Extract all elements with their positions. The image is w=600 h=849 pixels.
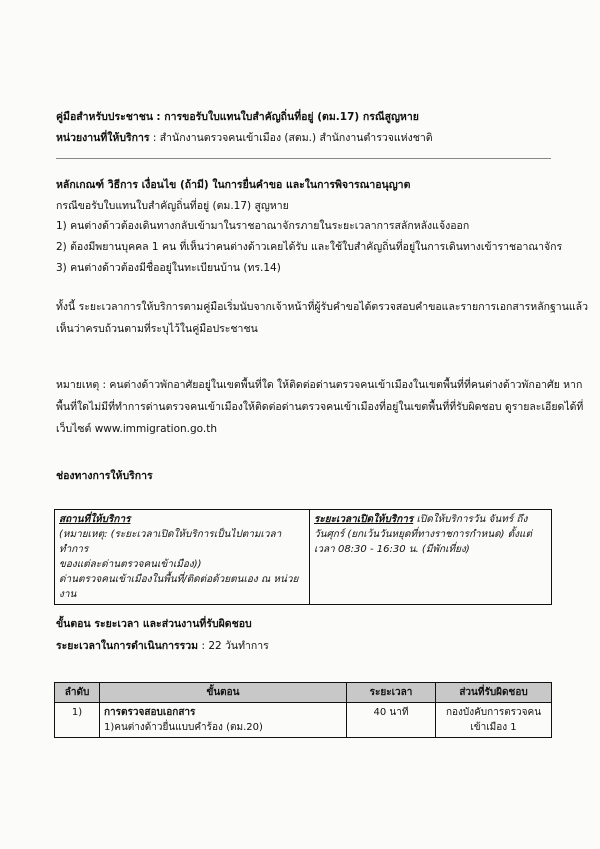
service-place-cell	[55, 510, 310, 605]
service-hours-line-3: เวลา 08:30 - 16:30 น. (มีพักเที่ยง)	[314, 544, 470, 555]
service-time-paragraph-line-2: เห็นว่าครบถ้วนตามที่ระบุไว้ในคู่มือประชาชน	[56, 323, 258, 335]
agency-label: หน่วยงานที่ให้บริการ	[56, 132, 150, 144]
service-channel-row	[55, 510, 552, 605]
service-place-note-1: (หมายเหตุ: (ระยะเวลาเปิดให้บริการเป็นไปตามเวลาทำการ	[59, 529, 282, 555]
agency-value: : สำนักงานตรวจคนเข้าเมือง (สตม.) สำนักงานตำรวจแห่งชาติ	[152, 132, 433, 144]
service-hours-cell	[310, 510, 552, 605]
note-line-1: หมายเหตุ : คนต่างด้าวพักอาศัยอยู่ในเขตพื้นที่ใด ให้ติดต่อด่านตรวจคนเข้าเมืองในเขตพื้นที่ที่คนต่างด้าวพักอาศัย หาก	[56, 379, 583, 391]
manual-title-label: คู่มือสำหรับประชาชน	[56, 111, 154, 123]
service-channel-table	[54, 509, 552, 605]
manual-title	[56, 110, 419, 124]
steps-header-row	[55, 683, 552, 703]
total-duration-value: : 22 วันทำการ	[201, 640, 269, 652]
steps-heading: ขั้นตอน ระยะเวลา และส่วนงานที่รับผิดชอบ	[56, 618, 252, 630]
service-place-detail: ด่านตรวจคนเข้าเมืองในพื้นที่/ติดต่อด้วยตนเอง ณ หน่วยงาน	[59, 574, 299, 600]
col-header-order: ลำดับ	[55, 683, 100, 703]
service-time-paragraph-line-1: ทั้งนี้ ระยะเวลาการให้บริการตามคู่มือเริ่มนับจากเจ้าหน้าที่ผู้รับคำขอได้ตรวจสอบคำขอและรายการเอกสารหลักฐานแล้ว	[56, 301, 588, 313]
service-place-note-2: ของแต่ละด่านตรวจคนเข้าเมือง))	[59, 559, 202, 570]
step-description	[100, 703, 347, 738]
col-header-duration: ระยะเวลา	[347, 683, 436, 703]
manual-title-value: : การขอรับใบแทนใบสำคัญถิ่นที่อยู่ (ตม.17) กรณีสูญหาย	[156, 111, 419, 123]
channels-heading: ช่องทางการให้บริการ	[56, 470, 153, 482]
step-order: 1)	[55, 703, 100, 738]
col-header-department: ส่วนที่รับผิดชอบ	[436, 683, 552, 703]
service-hours-line-2: วันศุกร์ (ยกเว้นวันหยุดที่ทางราชการกำหนด) ตั้งแต่	[314, 529, 532, 540]
note-line-2: พื้นที่ใดไม่มีที่ทำการด่านตรวจคนเข้าเมืองให้ติดต่อด่านตรวจคนเข้าเมืองที่อยู่ในเขตพื้นที่ที่รับผิดชอบ ดูรายละเอียดได้ที่	[56, 401, 584, 413]
table-row	[55, 703, 552, 738]
total-duration-label: ระยะเวลาในการดำเนินการรวม	[56, 640, 199, 652]
note-line-3: เว็บไซต์ www.immigration.go.th	[56, 423, 218, 435]
criteria-intro: กรณีขอรับใบแทนใบสำคัญถิ่นที่อยู่ (ตม.17) สูญหาย	[56, 200, 289, 212]
step-department	[436, 703, 552, 738]
criteria-item-1: 1) คนต่างด้าวต้องเดินทางกลับเข้ามาในราชอาณาจักรภายในระยะเวลาการสลักหลังแจ้งออก	[56, 220, 470, 232]
header-divider	[56, 158, 551, 159]
criteria-item-3: 3) คนต่างด้าวต้องมีชื่ออยู่ในทะเบียนบ้าน (ทร.14)	[56, 262, 281, 274]
steps-table	[54, 682, 552, 738]
step-detail: 1)คนต่างด้าวยื่นแบบคำร้อง (ตม.20)	[104, 722, 263, 733]
agency-line	[56, 131, 433, 145]
service-hours-line-1: เปิดให้บริการวัน จันทร์ ถึง	[416, 514, 528, 525]
step-title: การตรวจสอบเอกสาร	[104, 707, 196, 718]
total-duration-line	[56, 639, 269, 653]
step-department-line-1: กองบังคับการตรวจคน	[445, 707, 542, 718]
criteria-item-2: 2) ต้องมีพยานบุคคล 1 คน ที่เห็นว่าคนต่างด้าวเคยได้รับ และใช้ใบสำคัญถิ่นที่อยู่ในการเดินทางเข้าราชอาณาจักร	[56, 241, 563, 253]
step-duration: 40 นาที	[347, 703, 436, 738]
step-department-line-2: เข้าเมือง 1	[470, 722, 517, 733]
criteria-heading: หลักเกณฑ์ วิธีการ เงื่อนไข (ถ้ามี) ในการยื่นคำขอ และในการพิจารณาอนุญาต	[56, 179, 411, 191]
service-place-heading: สถานที่ให้บริการ	[59, 514, 131, 525]
col-header-step: ขั้นตอน	[100, 683, 347, 703]
service-hours-heading: ระยะเวลาเปิดให้บริการ	[314, 514, 414, 525]
